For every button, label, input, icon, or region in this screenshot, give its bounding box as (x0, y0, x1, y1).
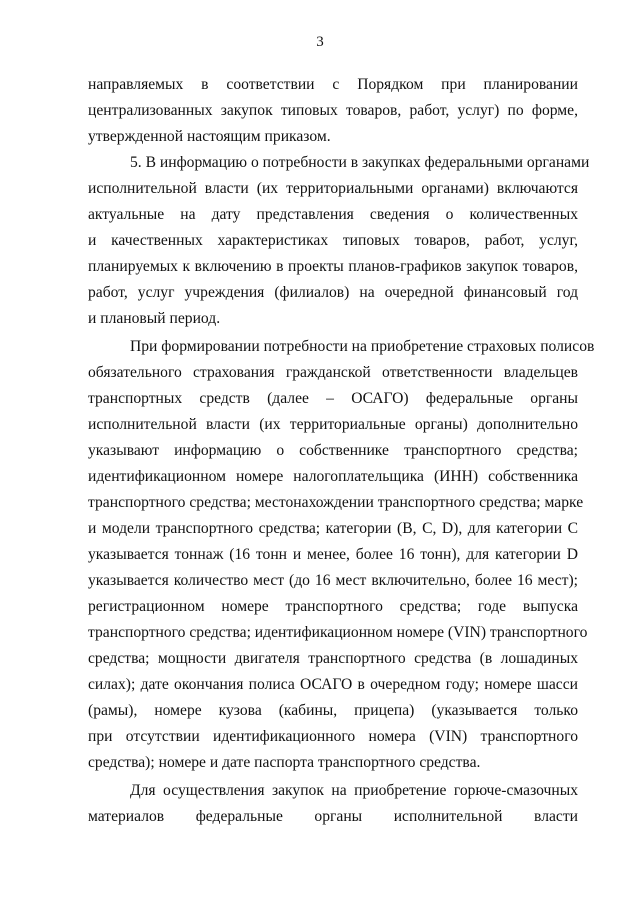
text-line: централизованных закупок типовых товаров, работ, услуг) по форме, (88, 102, 578, 119)
text-line: силах); дате окончания полиса ОСАГО в очередном году; номере шасси (88, 676, 578, 693)
text-line: направляемых в соответствии с Порядком при планировании (88, 76, 578, 93)
text-line: исполнительной власти (их территориальные органы) дополнительно (88, 416, 578, 433)
text-line: средства); номере и дате паспорта транспортного средства. (88, 754, 481, 771)
text-line: транспортных средств (далее – ОСАГО) федеральные органы (88, 390, 578, 407)
text-line: материалов федеральные органы исполнительной власти (88, 808, 578, 825)
text-line: транспортного средства; идентификационном номере (VIN) транспортного (88, 624, 588, 641)
text-line: и модели транспортного средства; категории (B, C, D), для категории C (88, 520, 578, 537)
text-line: идентификационном номере налогоплательщика (ИНН) собственника (88, 468, 578, 485)
text-line: обязательного страхования гражданской ответственности владельцев (88, 364, 578, 381)
text-line: исполнительной власти (их территориальными органами) включаются (88, 180, 578, 197)
text-line: и качественных характеристиках типовых товаров, работ, услуг, (88, 232, 578, 249)
paragraph-first-line: При формировании потребности на приобретение страховых полисов (130, 338, 595, 355)
text-line: планируемых к включению в проекты планов-графиков закупок товаров, (88, 258, 578, 275)
paragraph-first-line: 5. В информацию о потребности в закупках федеральными органами (130, 154, 590, 171)
text-line: указывается тоннаж (16 тонн и менее, более 16 тонн), для категории D (88, 546, 578, 563)
text-line: регистрационном номере транспортного средства; годе выпуска (88, 598, 578, 615)
paragraph-first-line: Для осуществления закупок на приобретение горюче-смазочных (130, 782, 578, 799)
page-number: 3 (316, 34, 324, 50)
text-line: при отсутствии идентификационного номера (VIN) транспортного (88, 728, 578, 745)
text-line: транспортного средства; местонахождении транспортного средства; марке (88, 494, 584, 511)
text-line: указывают информацию о собственнике транспортного средства; (88, 442, 578, 459)
text-line: утвержденной настоящим приказом. (88, 128, 331, 145)
text-line: и плановый период. (88, 310, 221, 327)
text-line: средства; мощности двигателя транспортного средства (в лошадиных (88, 650, 578, 667)
text-line: указывается количество мест (до 16 мест включительно, более 16 мест); (88, 572, 578, 589)
text-line: работ, услуг учреждения (филиалов) на очередной финансовый год (88, 284, 578, 301)
text-line: актуальные на дату представления сведения о количественных (88, 206, 578, 223)
text-line: (рамы), номере кузова (кабины, прицепа) (указывается только (88, 702, 578, 719)
